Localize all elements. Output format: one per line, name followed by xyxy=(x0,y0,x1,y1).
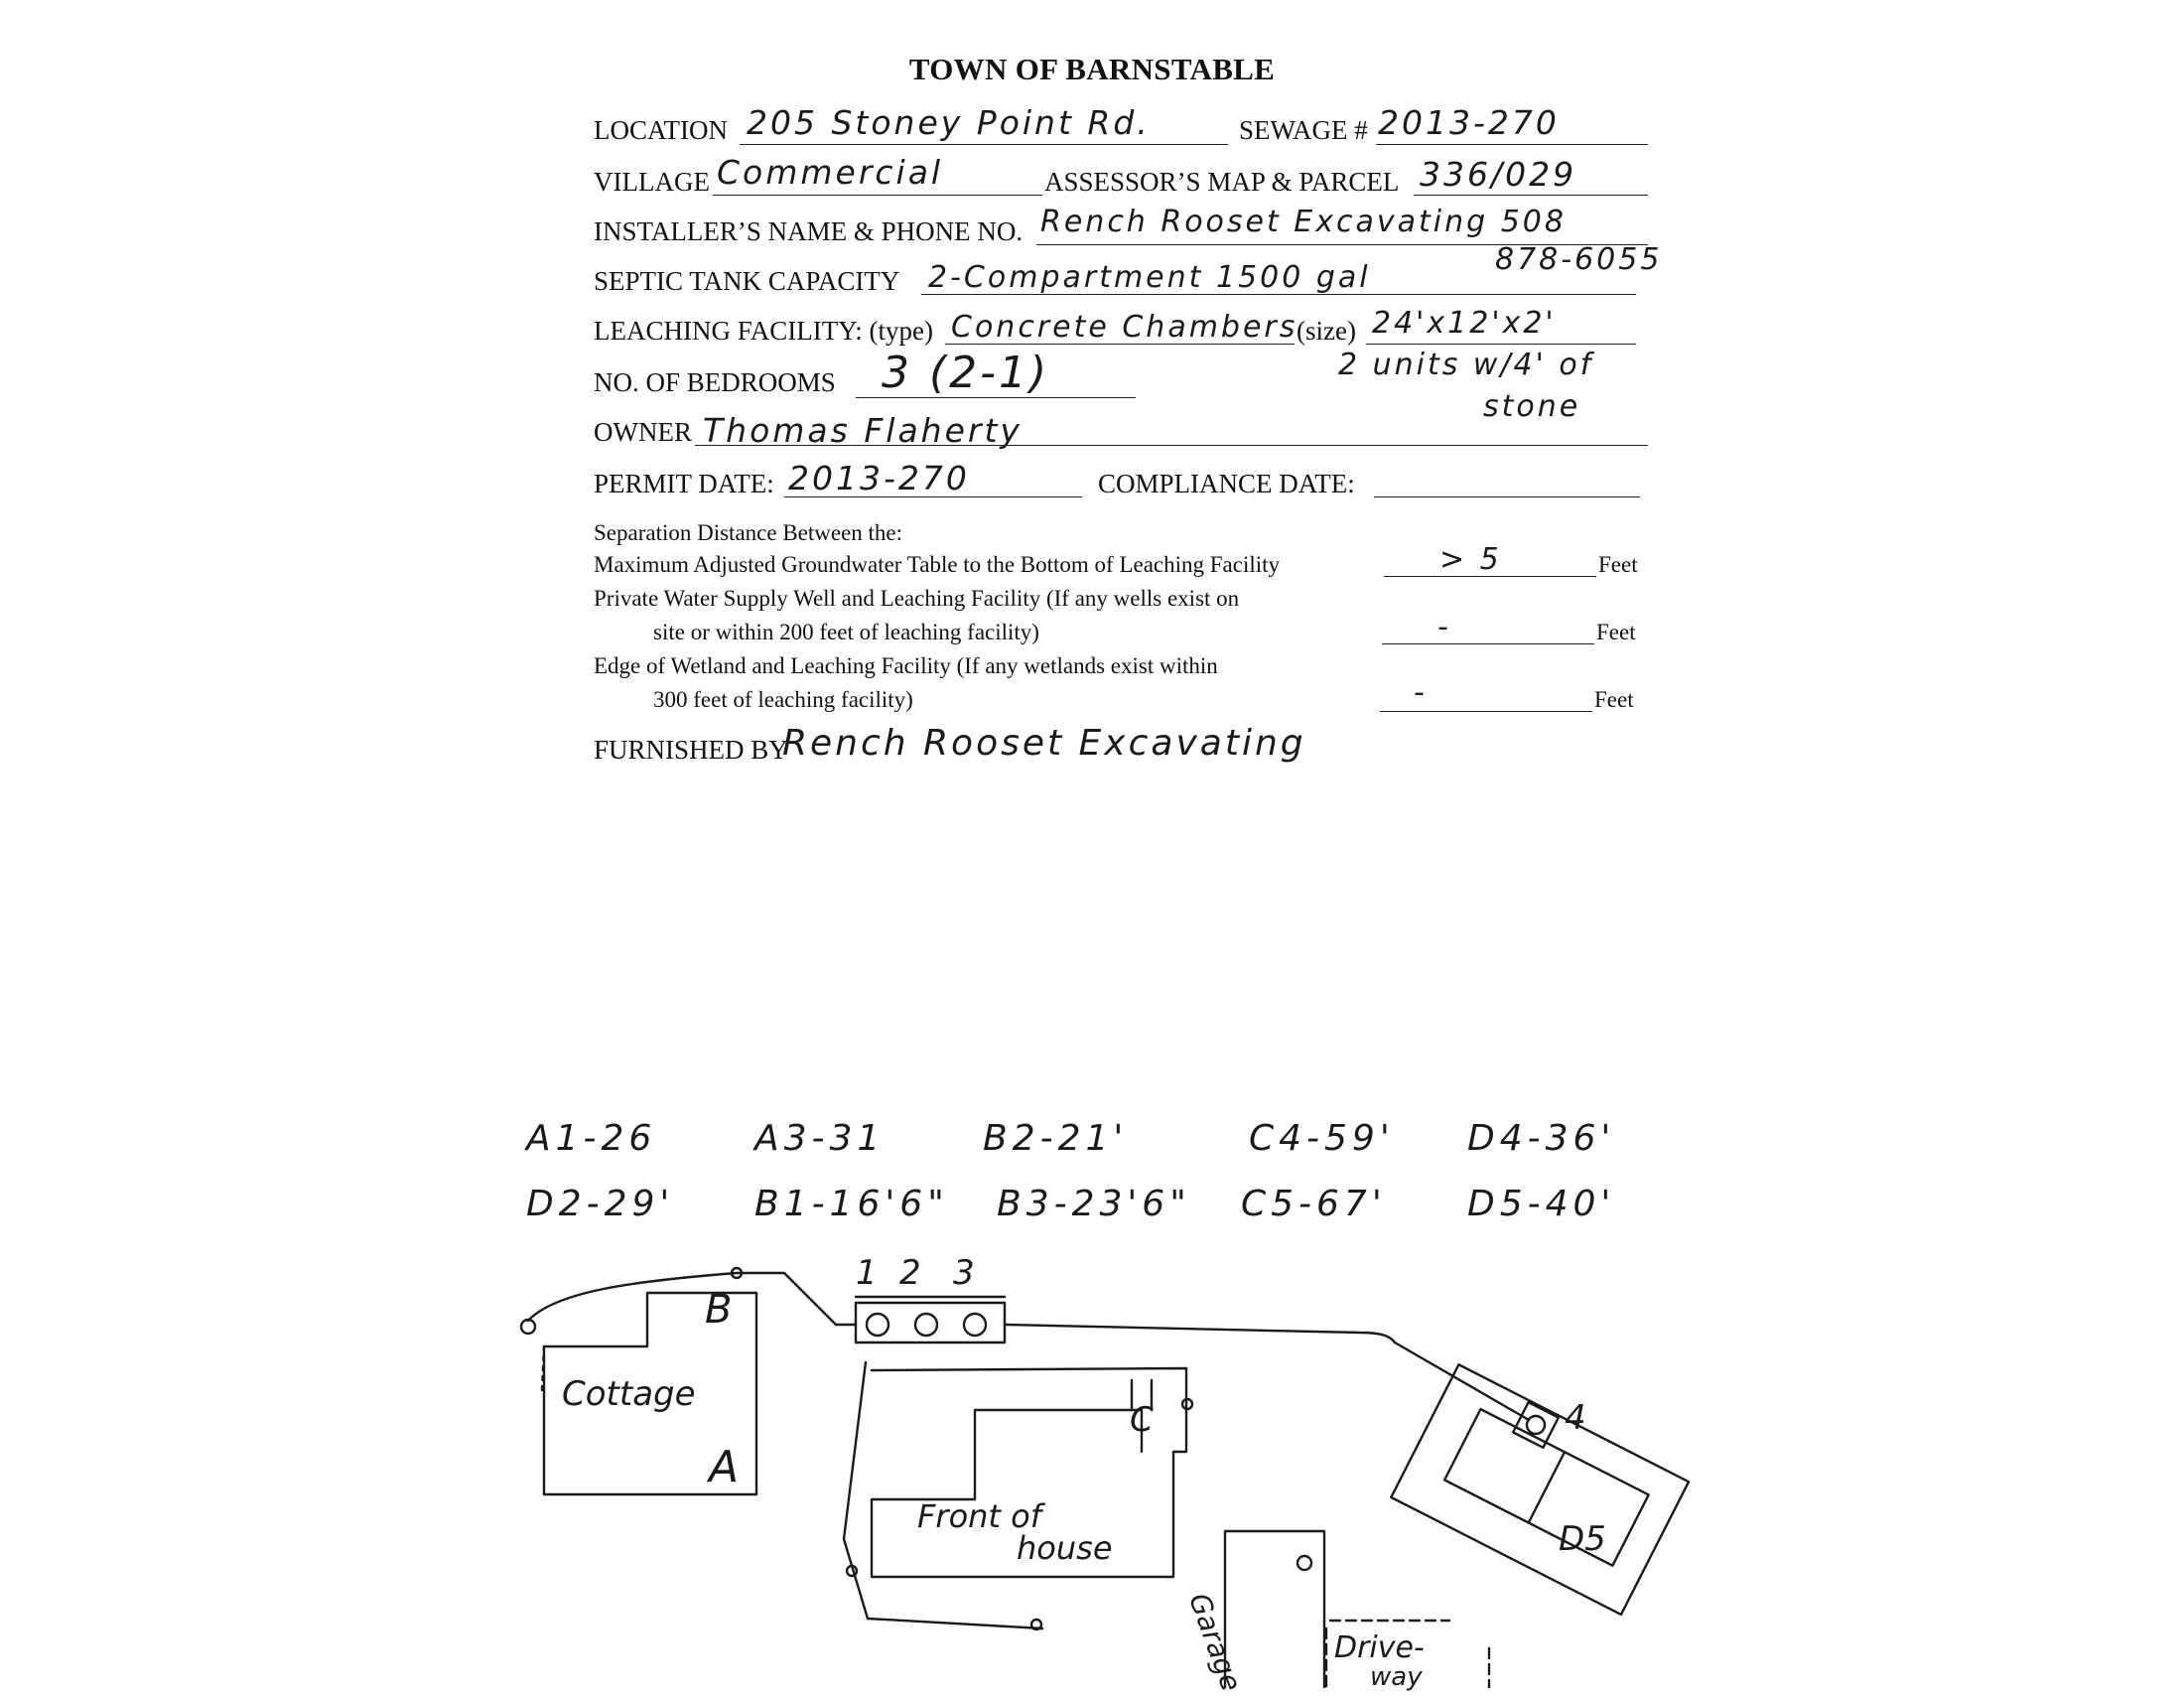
cottage-label: Cottage xyxy=(562,1374,696,1414)
installer-phone: 878-6055 xyxy=(1495,242,1663,277)
furnished-by-value: Rench Rooset Excavating xyxy=(782,723,1306,764)
bedrooms-value: 3 (2-1) xyxy=(882,348,1050,398)
village-label: VILLAGE xyxy=(594,167,710,197)
house-side-line xyxy=(844,1362,1042,1628)
size-label: (size) xyxy=(1297,316,1356,346)
garage-corner-marker xyxy=(1297,1556,1311,1570)
separation-row-1-value: > 5 xyxy=(1439,542,1502,577)
d4-marker-dot xyxy=(1527,1416,1545,1434)
location-label: LOCATION xyxy=(594,115,728,145)
pipe-to-leaching xyxy=(1005,1325,1529,1420)
separation-row-3-text: Edge of Wetland and Leaching Facility (If any wetlands exist within xyxy=(594,653,1218,678)
dimension-b3: B3-23'6" xyxy=(997,1184,1191,1224)
driveway-label-2: way xyxy=(1370,1662,1423,1692)
driveway-label-1: Drive- xyxy=(1334,1630,1425,1665)
leaching-type-value: Concrete Chambers xyxy=(951,310,1298,345)
owner-label: OWNER xyxy=(594,417,692,447)
leaching-facility xyxy=(1391,1364,1689,1615)
separation-row-2-unit: Feet xyxy=(1596,620,1636,644)
septic-value: 2-Compartment 1500 gal xyxy=(928,260,1371,295)
installer-value: Rench Rooset Excavating 508 xyxy=(1040,205,1567,239)
dimension-b1: B1-16'6" xyxy=(754,1184,949,1224)
cottage-corner-a: A xyxy=(709,1442,740,1492)
separation-row-2-text-2: site or within 200 feet of leaching facility) xyxy=(653,620,1039,644)
furnished-by-label: FURNISHED BY xyxy=(594,735,788,765)
separation-row-3-value: - xyxy=(1414,675,1428,710)
tank-number-2: 2 xyxy=(899,1253,921,1293)
assessor-value: 336/029 xyxy=(1420,155,1577,194)
c-label: C xyxy=(1130,1400,1154,1440)
size-note-2: stone xyxy=(1483,389,1581,424)
dimension-c5: C5-67' xyxy=(1241,1184,1387,1224)
dimension-a3: A3-31 xyxy=(754,1118,886,1159)
d4-marker xyxy=(1513,1402,1559,1448)
separation-row-2-text: Private Water Supply Well and Leaching Facility (If any wells exist on xyxy=(594,586,1240,611)
sewage-label: SEWAGE # xyxy=(1239,115,1368,145)
sewage-value: 2013-270 xyxy=(1378,103,1560,142)
dimension-d5: D5-40' xyxy=(1467,1184,1616,1224)
tank-access-2 xyxy=(915,1314,937,1336)
d4-label: 4 xyxy=(1565,1398,1586,1438)
bedrooms-label: NO. OF BEDROOMS xyxy=(594,367,836,397)
cottage-corner-b: B xyxy=(705,1287,733,1333)
permit-date-value: 2013-270 xyxy=(788,459,970,497)
septic-label: SEPTIC TANK CAPACITY xyxy=(594,266,900,296)
dimension-b2: B2-21' xyxy=(983,1118,1129,1159)
separation-heading: Separation Distance Between the: xyxy=(594,520,903,545)
tank-number-1: 1 xyxy=(856,1253,878,1293)
garage-label: Garage xyxy=(1181,1589,1249,1696)
leaching-label: LEACHING FACILITY: (type) xyxy=(594,316,933,346)
tank-access-3 xyxy=(964,1314,986,1336)
separation-row-3-unit: Feet xyxy=(1594,687,1634,712)
dimension-a1: A1-26 xyxy=(526,1118,657,1159)
separation-row-2-value: - xyxy=(1437,610,1451,644)
dimension-d2: D2-29' xyxy=(526,1184,675,1224)
tie-line-a xyxy=(528,1273,836,1325)
front-of-house-line-2: house xyxy=(1017,1529,1113,1567)
size-note-1: 2 units w/4' of xyxy=(1338,348,1594,382)
compliance-date-label: COMPLIANCE DATE: xyxy=(1098,469,1355,498)
form-title: TOWN OF BARNSTABLE xyxy=(908,52,1276,86)
assessor-label: ASSESSOR’S MAP & PARCEL xyxy=(1044,167,1400,197)
dimension-d4: D4-36' xyxy=(1467,1118,1616,1159)
dimension-c4: C4-59' xyxy=(1249,1118,1395,1159)
separation-row-1-unit: Feet xyxy=(1598,552,1638,577)
separation-row-1-text: Maximum Adjusted Groundwater Table to the Bottom of Leaching Facility xyxy=(594,552,1281,577)
size-value: 24'x12'x2' xyxy=(1372,306,1557,341)
village-value: Commercial xyxy=(717,153,944,192)
d5-label: D5 xyxy=(1559,1519,1606,1559)
front-of-house-line-1: Front of xyxy=(917,1497,1041,1535)
location-value: 205 Stoney Point Rd. xyxy=(747,103,1151,142)
owner-value: Thomas Flaherty xyxy=(703,411,1023,450)
tank-number-3: 3 xyxy=(953,1253,975,1293)
permit-date-label: PERMIT DATE: xyxy=(594,469,774,498)
separation-row-3-text-2: 300 feet of leaching facility) xyxy=(653,687,913,712)
installer-label: INSTALLER’S NAME & PHONE NO. xyxy=(594,216,1024,246)
tank-access-1 xyxy=(867,1314,888,1336)
